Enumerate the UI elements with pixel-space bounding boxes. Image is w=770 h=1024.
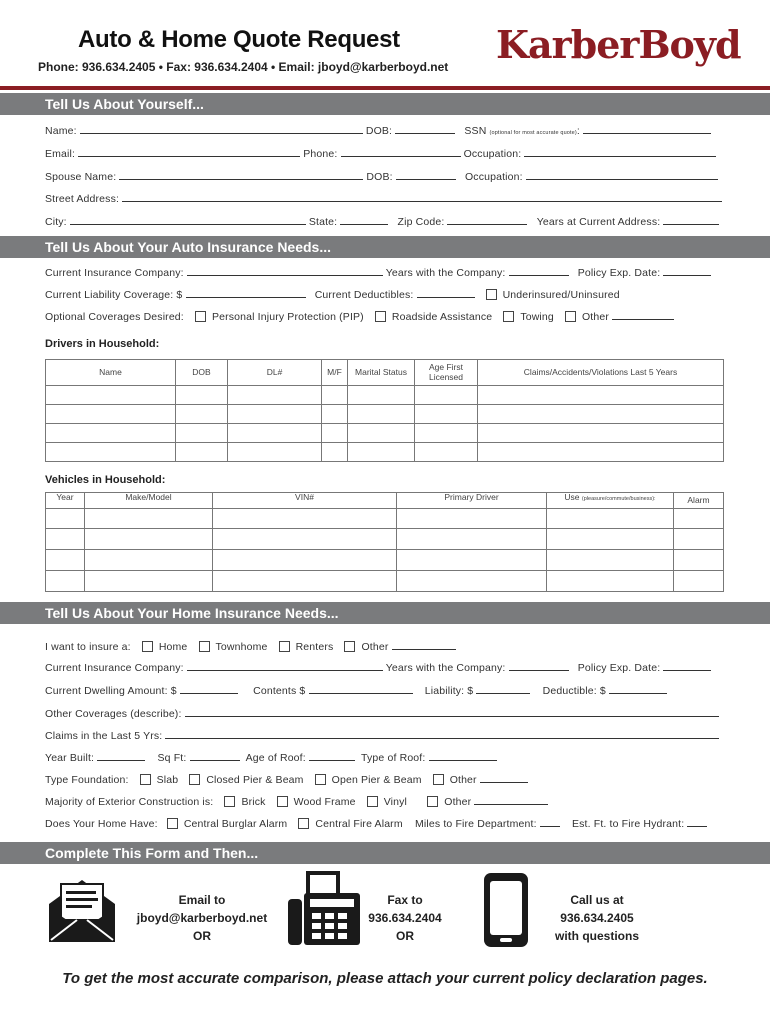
dob-field[interactable] [395, 124, 455, 134]
ssn-field[interactable] [583, 124, 711, 134]
table-row [46, 386, 724, 405]
fax-machine-icon [286, 871, 362, 947]
zip-field[interactable] [447, 215, 527, 225]
burglar-alarm-checkbox[interactable] [167, 818, 178, 829]
driver-col-marital: Marital Status [348, 360, 415, 386]
row-name: Name: DOB: SSN (optional for most accurate quote): [45, 124, 711, 137]
pip-checkbox[interactable] [195, 311, 206, 322]
spouse-dob-field[interactable] [396, 170, 456, 180]
header-divider [0, 86, 770, 90]
row-auto-company: Current Insurance Company: Years with the Company: Policy Exp. Date: [45, 266, 711, 279]
home-policy-exp-field[interactable] [663, 661, 711, 671]
claims-field[interactable] [165, 729, 719, 739]
brick-checkbox[interactable] [224, 796, 235, 807]
home-checkbox[interactable] [142, 641, 153, 652]
driver-col-dl: DL# [228, 360, 322, 386]
table-row [46, 424, 724, 443]
spouse-name-field[interactable] [119, 170, 363, 180]
vehicles-label: Vehicles in Household: [45, 474, 166, 486]
insure-other-checkbox[interactable] [344, 641, 355, 652]
vehicle-col-primary-driver: Primary Driver [397, 493, 547, 509]
driver-col-name: Name [46, 360, 176, 386]
email-field[interactable] [78, 147, 300, 157]
driver-col-mf: M/F [322, 360, 348, 386]
contents-field[interactable] [309, 684, 413, 694]
row-city: City: State: Zip Code: Years at Current Address: [45, 215, 719, 228]
envelope-icon [47, 874, 117, 944]
table-row [46, 550, 724, 571]
name-field[interactable] [80, 124, 363, 134]
table-row [46, 529, 724, 550]
foundation-other-field[interactable] [480, 773, 528, 783]
contact-info: Phone: 936.634.2405 • Fax: 936.634.2404 • Email: jboyd@karberboyd.net [38, 60, 449, 74]
wood-frame-checkbox[interactable] [277, 796, 288, 807]
home-company-field[interactable] [187, 661, 383, 671]
row-insure: I want to insure a: Home Townhome Renters Other [45, 640, 456, 653]
occupation-field[interactable] [524, 147, 716, 157]
exterior-other-checkbox[interactable] [427, 796, 438, 807]
foundation-other-checkbox[interactable] [433, 774, 444, 785]
row-claims: Claims in the Last 5 Yrs: [45, 729, 719, 742]
section-auto-heading: Tell Us About Your Auto Insurance Needs... [0, 236, 770, 258]
form-title: Auto & Home Quote Request [78, 26, 400, 53]
underinsured-checkbox[interactable] [486, 289, 497, 300]
email-cta: Email to jboyd@karberboyd.net OR [131, 891, 273, 945]
row-foundation: Type Foundation: Slab Closed Pier & Beam Open Pier & Beam Other [45, 773, 528, 786]
auto-company-field[interactable] [187, 266, 383, 276]
row-street: Street Address: [45, 192, 722, 205]
drivers-table [45, 359, 724, 462]
table-row [46, 405, 724, 424]
vehicle-col-use: Use (pleasure/commute/business): [547, 493, 674, 509]
karberboyd-logo: KarberBoyd [496, 22, 741, 67]
drivers-label: Drivers in Household: [45, 338, 160, 350]
home-liability-field[interactable] [476, 684, 530, 694]
towing-checkbox[interactable] [503, 311, 514, 322]
closed-pier-checkbox[interactable] [189, 774, 200, 785]
years-address-field[interactable] [663, 215, 719, 225]
dwelling-field[interactable] [180, 684, 238, 694]
footer-note: To get the most accurate comparison, please attach your current policy declaration pages. [62, 970, 708, 987]
phone-field[interactable] [341, 147, 461, 157]
row-exterior: Majority of Exterior Construction is: Brick Wood Frame Vinyl Other [45, 795, 548, 808]
auto-other-checkbox[interactable] [565, 311, 576, 322]
mobile-phone-icon [482, 871, 530, 949]
hydrant-field[interactable] [687, 817, 707, 827]
open-pier-checkbox[interactable] [315, 774, 326, 785]
section-about-you-heading: Tell Us About Yourself... [0, 93, 770, 115]
section-complete-heading: Complete This Form and Then... [0, 842, 770, 864]
table-row [46, 443, 724, 462]
vehicle-col-vin: VIN# [213, 493, 397, 509]
vehicle-col-make-model: Make/Model [85, 493, 213, 509]
driver-col-age-licensed: Age First Licensed [415, 360, 478, 386]
roadside-checkbox[interactable] [375, 311, 386, 322]
row-email: Email: Phone: Occupation: [45, 147, 716, 160]
vehicle-col-year: Year [46, 493, 85, 509]
sqft-field[interactable] [190, 751, 240, 761]
call-cta: Call us at 936.634.2405 with questions [543, 891, 651, 945]
driver-col-dob: DOB [176, 360, 228, 386]
row-other-coverages: Other Coverages (describe): [45, 707, 719, 720]
city-field[interactable] [70, 215, 306, 225]
row-year-built: Year Built: Sq Ft: Age of Roof: Type of Roof: [45, 751, 497, 764]
spouse-occupation-field[interactable] [526, 170, 718, 180]
row-auto-liability: Current Liability Coverage: $ Current Deductibles: Underinsured/Uninsured [45, 289, 620, 301]
row-auto-optional: Optional Coverages Desired: Personal Injury Protection (PIP) Roadside Assistance Towing Other [45, 310, 674, 323]
section-home-heading: Tell Us About Your Home Insurance Needs... [0, 602, 770, 624]
auto-policy-exp-field[interactable] [663, 266, 711, 276]
insure-other-field[interactable] [392, 640, 456, 650]
street-address-field[interactable] [122, 192, 722, 202]
auto-liability-field[interactable] [186, 288, 306, 298]
roof-type-field[interactable] [429, 751, 497, 761]
miles-fire-field[interactable] [540, 817, 560, 827]
auto-years-field[interactable] [509, 266, 569, 276]
townhome-checkbox[interactable] [199, 641, 210, 652]
vinyl-checkbox[interactable] [367, 796, 378, 807]
fax-cta: Fax to 936.634.2404 OR [355, 891, 455, 945]
renters-checkbox[interactable] [279, 641, 290, 652]
driver-col-claims: Claims/Accidents/Violations Last 5 Years [478, 360, 724, 386]
table-row [46, 509, 724, 529]
other-coverages-field[interactable] [185, 707, 719, 717]
vehicle-col-alarm: Alarm [674, 493, 724, 509]
email-link[interactable]: jboyd@karberboyd.net [136, 911, 268, 925]
table-row [46, 571, 724, 592]
row-dwelling: Current Dwelling Amount: $ Contents $ Liability: $ Deductible: $ [45, 684, 667, 697]
auto-other-field[interactable] [612, 310, 674, 320]
roof-age-field[interactable] [309, 751, 355, 761]
vehicles-table [45, 492, 724, 592]
home-deductible-field[interactable] [609, 684, 667, 694]
state-field[interactable] [340, 215, 388, 225]
exterior-other-field[interactable] [474, 795, 548, 805]
phone-number[interactable]: 936.634.2405 [560, 911, 634, 925]
home-years-field[interactable] [509, 661, 569, 671]
slab-checkbox[interactable] [140, 774, 151, 785]
auto-deductibles-field[interactable] [417, 288, 475, 298]
row-home-have: Does Your Home Have: Central Burglar Alarm Central Fire Alarm Miles to Fire Department: Est. Ft. to Fire Hydrant: [45, 817, 707, 830]
year-built-field[interactable] [97, 751, 145, 761]
row-spouse: Spouse Name: DOB: Occupation: [45, 170, 718, 183]
row-home-company: Current Insurance Company: Years with the Company: Policy Exp. Date: [45, 661, 711, 674]
fax-number[interactable]: 936.634.2404 [368, 911, 442, 925]
fire-alarm-checkbox[interactable] [298, 818, 309, 829]
